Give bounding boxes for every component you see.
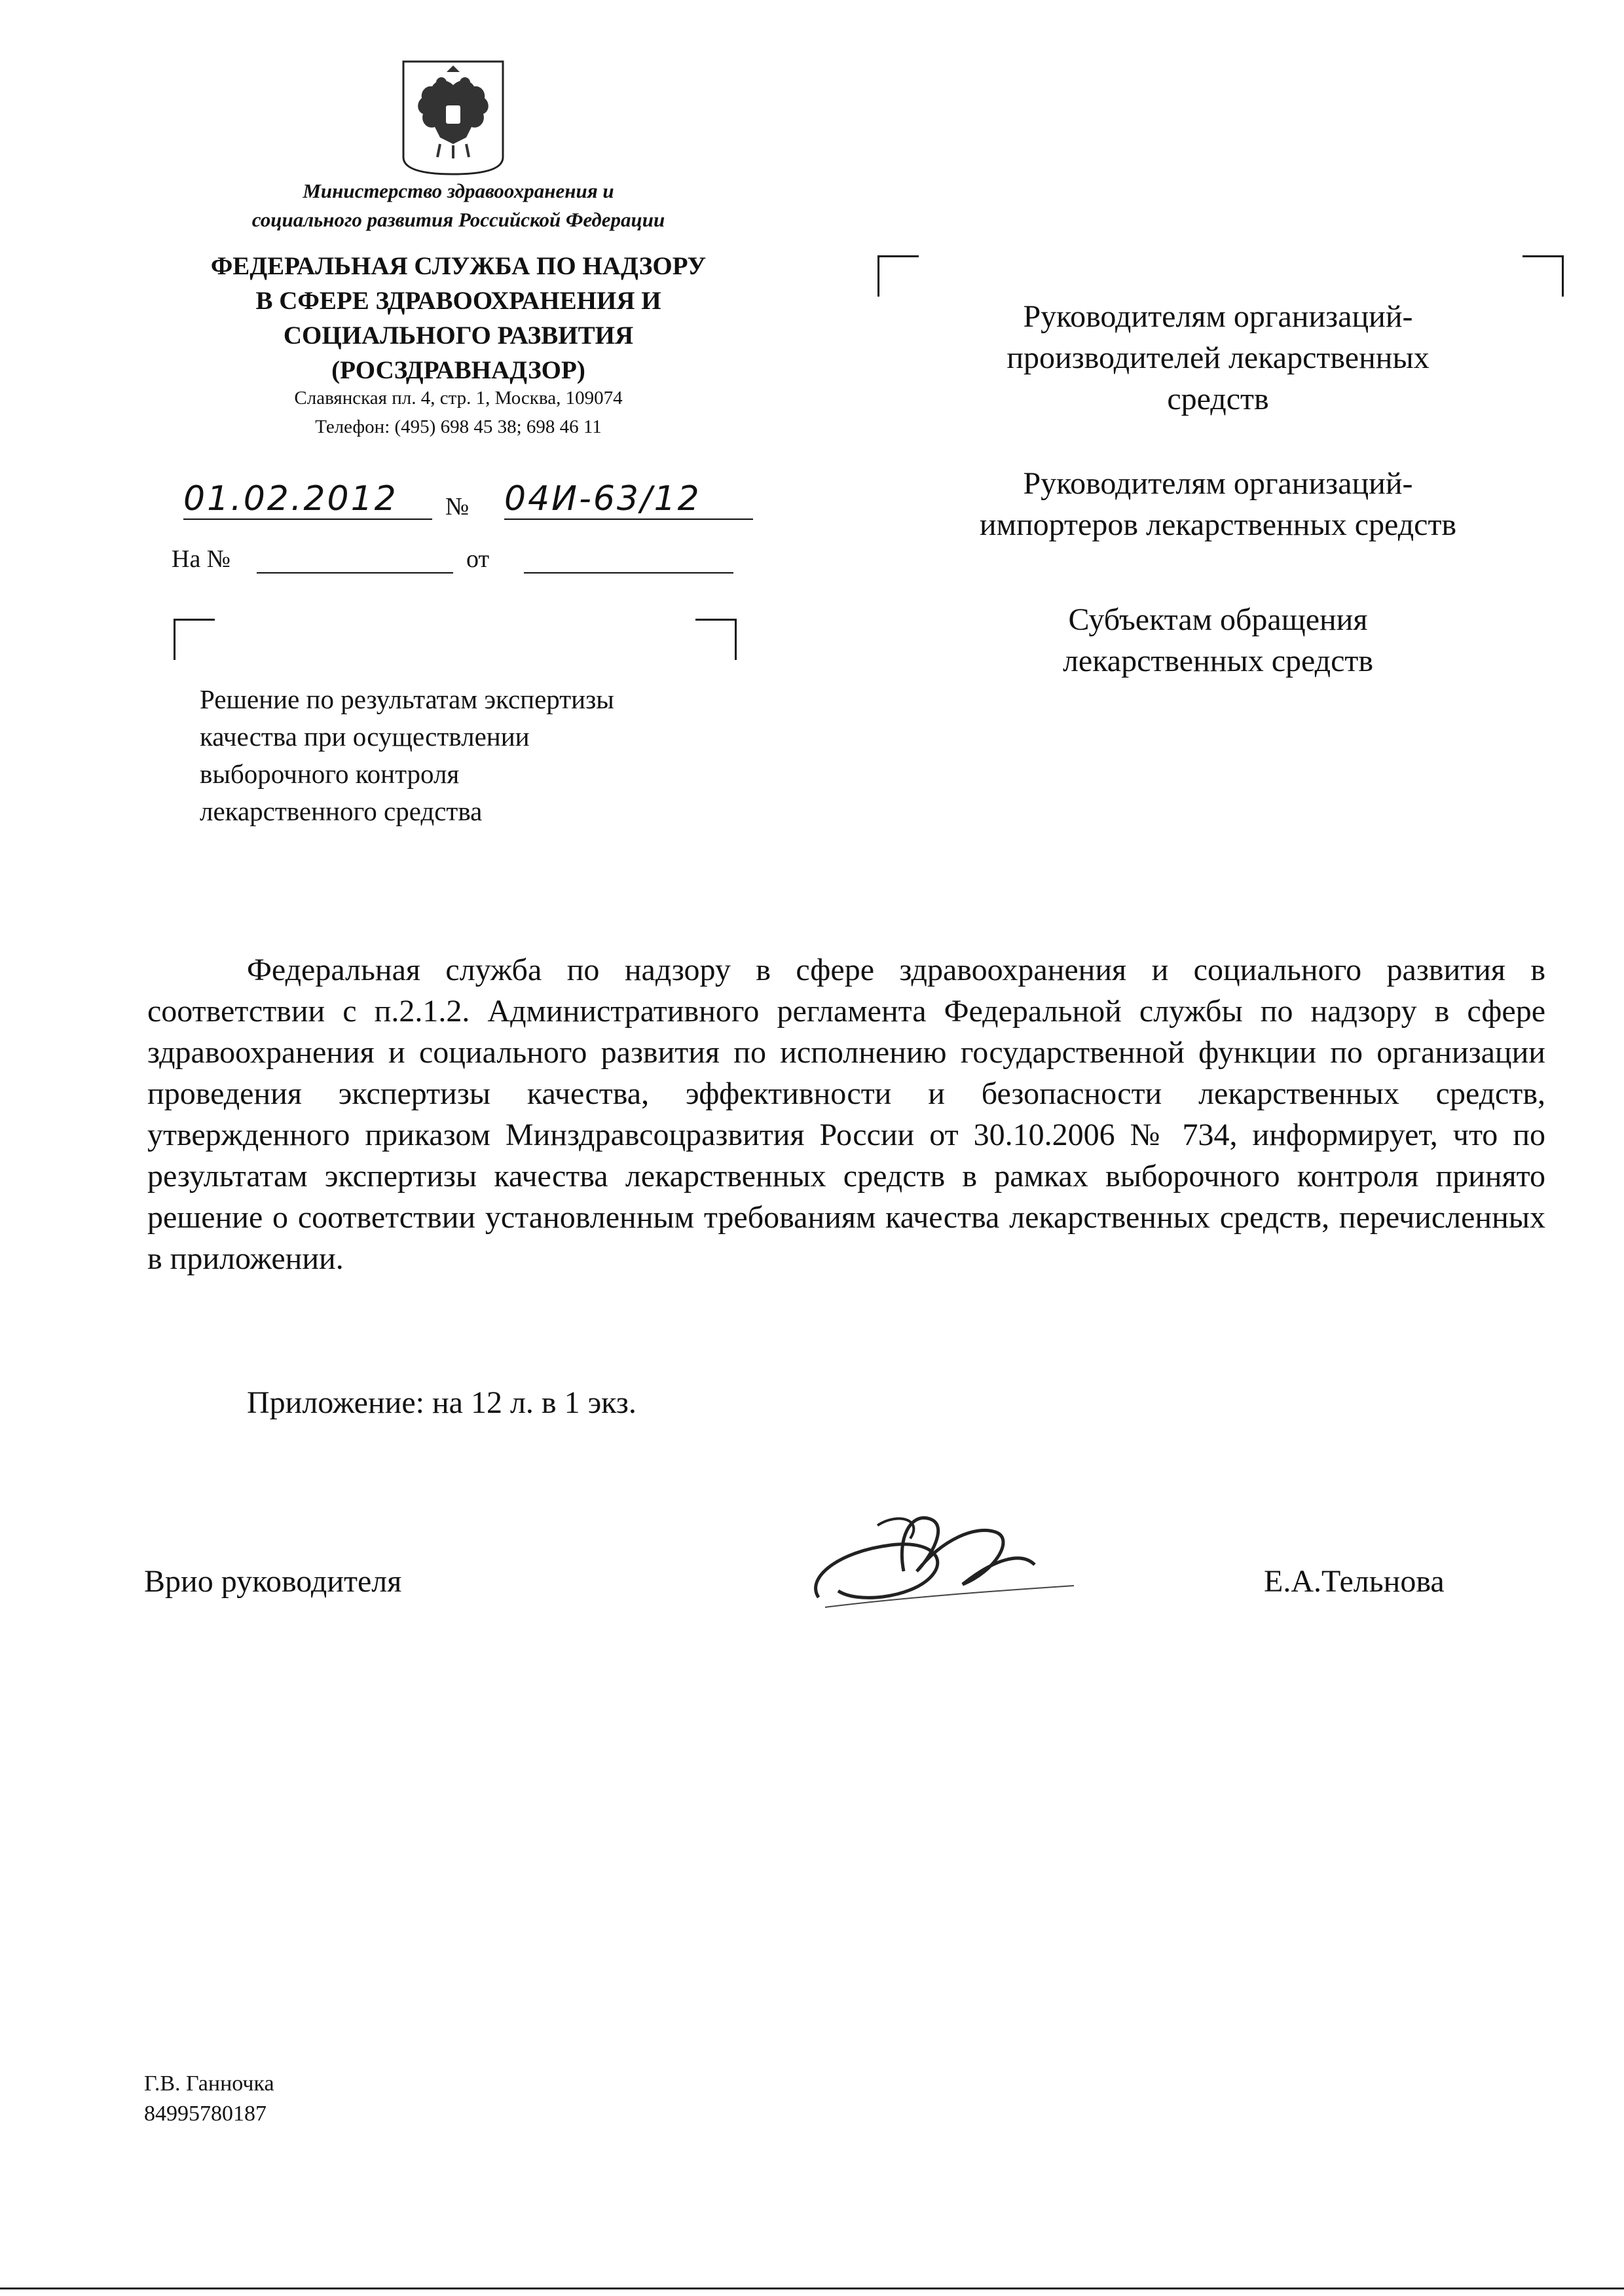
registration-number: 04И-63/12 — [504, 479, 753, 520]
letterhead-contacts — [131, 384, 786, 441]
subject-bracket-left — [174, 619, 215, 660]
ministry-line-1: Министерство здравоохранения и — [303, 179, 614, 202]
addressee-line: производителей лекарственных — [1006, 340, 1430, 375]
signatory-name: Е.А.Тельнова — [1264, 1564, 1445, 1599]
letter-subject — [200, 681, 763, 830]
service-name — [131, 249, 786, 388]
addressee-bracket-right — [1522, 255, 1564, 297]
addressee-line: Руководителям организаций- — [1023, 466, 1413, 501]
subject-line-1: Решение по результатам экспертизы — [200, 684, 614, 714]
handwritten-signature — [799, 1499, 1087, 1624]
letterhead-phone: Телефон: (495) 698 45 38; 698 46 11 — [315, 416, 602, 437]
reference-date-field — [524, 572, 733, 574]
signatory-position: Врио руководителя — [144, 1564, 402, 1599]
executor-phone: 84995780187 — [144, 2102, 267, 2126]
subject-line-3: выборочного контроля — [200, 759, 460, 789]
ministry-name — [131, 177, 786, 234]
subject-line-2: качества при осуществлении — [200, 721, 530, 752]
service-line-4: (РОСЗДРАВНАДЗОР) — [331, 356, 585, 384]
addressee-bracket-left — [877, 255, 919, 297]
letter-body-paragraph: Федеральная служба по надзору в сфере здравоохранения и социального развития в соответствии с п.2.1.2. Административного регламента Федеральной службы по надзору в сфере здравоохранения и социального развития по исполнению государственной функции по организации проведения экспертизы качества, эффективности и безопасности лекарственных средств, утвержденного приказом Минздравсоцразвития России от 30.10.2006 № 734, информирует, что по результатам экспертизы качества лекарственных средств в рамках выборочного контроля принято решение о соответствии установленным требованиям качества лекарственных средств, перечисленных в приложении. — [147, 953, 1545, 1276]
subject-line-4: лекарственного средства — [200, 796, 483, 826]
addressee-line: импортеров лекарственных средств — [979, 507, 1457, 542]
service-line-1: ФЕДЕРАЛЬНАЯ СЛУЖБА ПО НАДЗОРУ — [210, 252, 707, 280]
reference-number-label: На № — [172, 545, 231, 573]
ministry-line-2: социального развития Российской Федерации — [251, 208, 665, 231]
addressee-line: лекарственных средств — [1062, 644, 1374, 678]
executor-info — [144, 2069, 274, 2129]
reference-number-field — [257, 572, 453, 574]
executor-name: Г.В. Ганночка — [144, 2071, 274, 2096]
appendix-note: Приложение: на 12 л. в 1 экз. — [247, 1385, 637, 1420]
addressee-line: средств — [1167, 382, 1269, 416]
addressee-importers — [891, 463, 1545, 545]
reference-date-label: от — [466, 545, 490, 573]
page-bottom-rule — [0, 2287, 1624, 2289]
subject-bracket-right — [695, 619, 737, 660]
addressee-line: Субъектам обращения — [1068, 602, 1368, 637]
registration-date: 01.02.2012 — [183, 479, 432, 520]
addressee-manufacturers — [891, 296, 1545, 420]
letterhead-address: Славянская пл. 4, стр. 1, Москва, 109074 — [294, 388, 623, 409]
coat-of-arms-emblem — [401, 59, 506, 177]
service-line-3: СОЦИАЛЬНОГО РАЗВИТИЯ — [283, 321, 634, 350]
addressee-line: Руководителям организаций- — [1023, 299, 1413, 334]
registration-number-label: № — [445, 493, 470, 520]
service-line-2: В СФЕРЕ ЗДРАВООХРАНЕНИЯ И — [255, 287, 661, 315]
addressee-subjects — [891, 599, 1545, 682]
